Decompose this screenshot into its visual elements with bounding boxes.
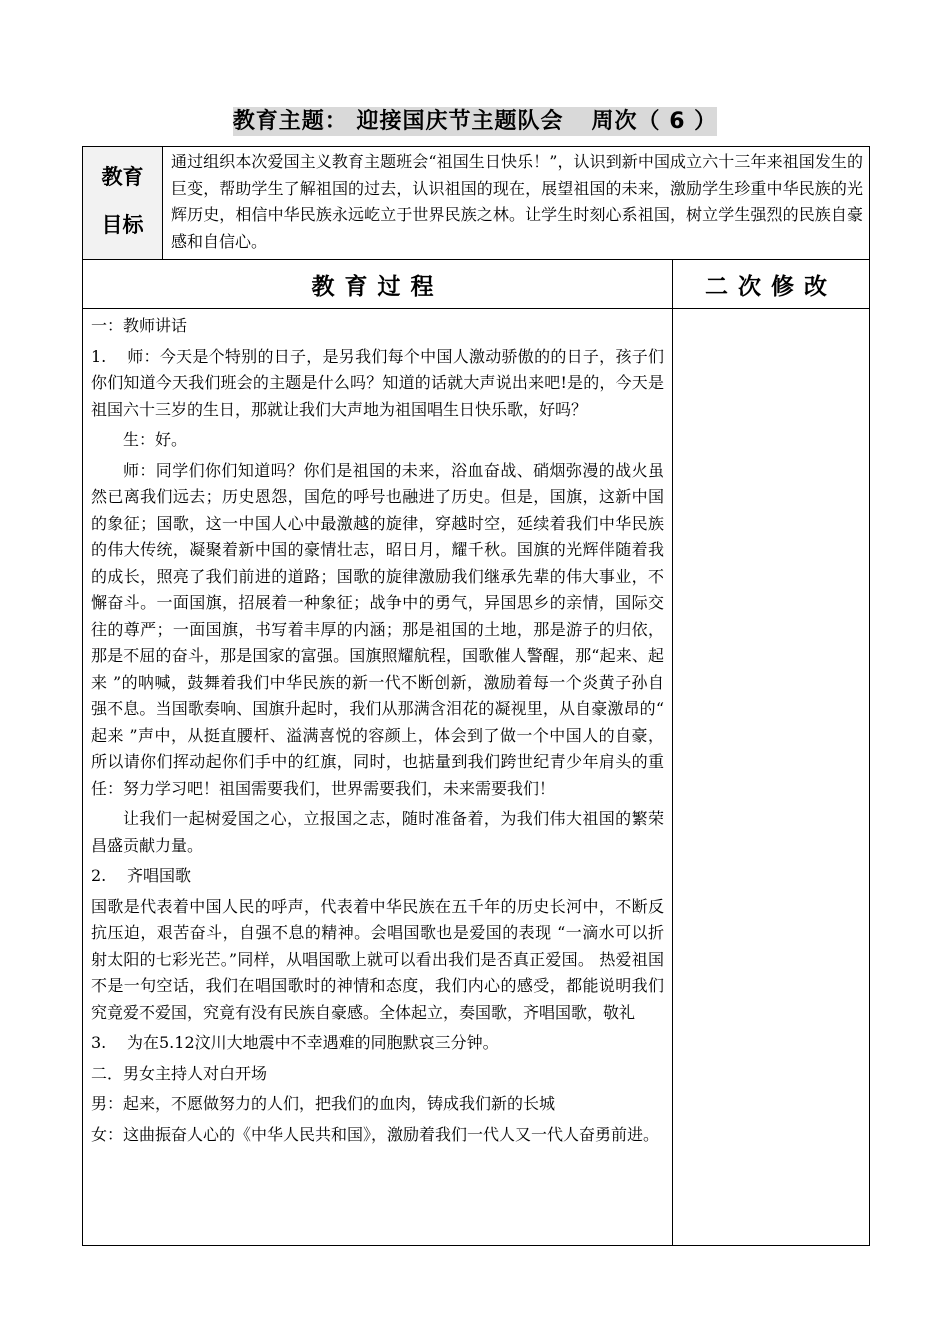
paragraph — [91, 863, 664, 890]
content-row — [83, 309, 870, 1246]
goal-row — [83, 147, 870, 260]
item-number: 1. — [91, 346, 107, 366]
paragraph — [91, 344, 664, 424]
revision-content — [673, 309, 870, 1246]
goal-label-line2: 目标 — [101, 213, 144, 237]
week-close: ） — [694, 109, 718, 134]
goal-text: 通过组织本次爱国主义教育主题班会“祖国生日快乐！”，认识到新中国成立六十三年来祖国发生的巨变，帮助学生了解祖国的过去，认识祖国的现在，展望祖国的未来，激励学生珍重中华民族的光辉历史，相信中华民族永远屹立于世界民族之林。让学生时刻心系祖国，树立学生强烈的民族自豪感和自信心。 — [163, 147, 870, 260]
process-header: 教育过程 — [83, 260, 673, 309]
paragraph: 生：好。 — [123, 430, 188, 449]
title-prefix: 教育主题： — [232, 109, 348, 134]
item-number: 2. — [91, 866, 107, 885]
week-label: 周次（ — [591, 109, 661, 134]
paragraph: 师：同学们你们知道吗？你们是祖国的未来，浴血奋战、硝烟弥漫的战火虽然已离我们远去；历史恩怨，国危的呼号也融进了历史。但是，国旗，这新中国的象征；国歌，这一中国人心中最激越的旋律，穿越时空，延续着我们中华民族的伟大传统，凝聚着新中国的豪情壮志，昭日月，耀千秋。国旗的光辉伴随着我的成长，照亮了我们前进的道路；国歌的旋律激励我们继承先辈的伟大事业，不懈奋斗。一面国旗，招展着一种象征；战争中的勇气，异国思乡的亲情，国际交往的尊严；一面国旗，书写着丰厚的内涵；那是祖国的土地，那是游子的归依，那是不屈的奋斗，那是国家的富强。国旗照耀航程，国歌催人警醒，那“起来、起来 ”的呐喊，鼓舞着我们中华民族的新一代不断创新，激励着每一个炎黄子孙自强不息。当国歌奏响、国旗升起时，我们从那满含泪花的凝视里，从自豪激昂的“ 起来 ”声中，从挺直腰杆、溢满喜悦的容颜上，体会到了做一个中国人的自豪，所以请你们挥动起你们手中的红旗，同时，也掂量到我们跨世纪青少年肩头的重任：努力学习吧！祖国需要我们，世界需要我们，未来需要我们！ — [91, 460, 664, 798]
paragraph: 国歌是代表着中国人民的呼声，代表着中华民族在五千年的历史长河中，不断反抗压迫，艰苦奋斗，自强不息的精神。会唱国歌也是爱国的表现 “一滴水可以折射太阳的七彩光芒。”同样，从唱国歌上就可以看出我们是否真正爱国。 热爱祖国不是一句空话，我们在唱国歌时的神情和态度，我们内心的感受，都能说明我们究竟爱不爱国，究竟有没有民族自豪感。全体起立，奏国歌，齐唱国歌，敬礼 — [91, 896, 664, 1022]
goal-label — [83, 147, 163, 260]
paragraph-text: 齐唱国歌 — [127, 866, 192, 885]
column-header-row — [83, 260, 870, 309]
lesson-plan-table — [82, 146, 870, 1246]
paragraph: 让我们一起树爱国之心，立报国之志，随时准备着，为我们伟大祖国的繁荣昌盛贡献力量。 — [91, 809, 664, 855]
paragraph-text: 师：今天是个特别的日子，是另我们每个中国人激动骄傲的的日子，孩子们你们知道今天我们班会的主题是什么吗？知道的话就大声说出来吧!是的，今天是祖国六十三岁的生日，那就让我们大声地为祖国唱生日快乐歌，好吗？ — [91, 346, 664, 419]
paragraph-text: 为在5.12汶川大地震中不幸遇难的同胞默哀三分钟。 — [127, 1033, 499, 1052]
week-number: 6 — [669, 109, 686, 134]
paragraph: 男：起来，不愿做努力的人们，把我们的血肉，铸成我们新的长城 — [91, 1094, 556, 1113]
section-heading-host-dialogue: 二．男女主持人对白开场 — [91, 1063, 268, 1083]
paragraph: 女：这曲振奋人心的《中华人民共和国》，激励着我们一代人又一代人奋勇前进。 — [91, 1124, 660, 1144]
revision-header: 二次修改 — [673, 260, 870, 309]
section-heading-teacher-speech: 一：教师讲话 — [91, 316, 188, 335]
document-title — [0, 104, 950, 140]
goal-label-line1: 教育 — [101, 165, 144, 189]
process-content — [83, 309, 673, 1246]
paragraph — [91, 1030, 664, 1057]
title-theme: 迎接国庆节主题队会 — [356, 109, 564, 134]
item-number: 3. — [91, 1033, 107, 1052]
